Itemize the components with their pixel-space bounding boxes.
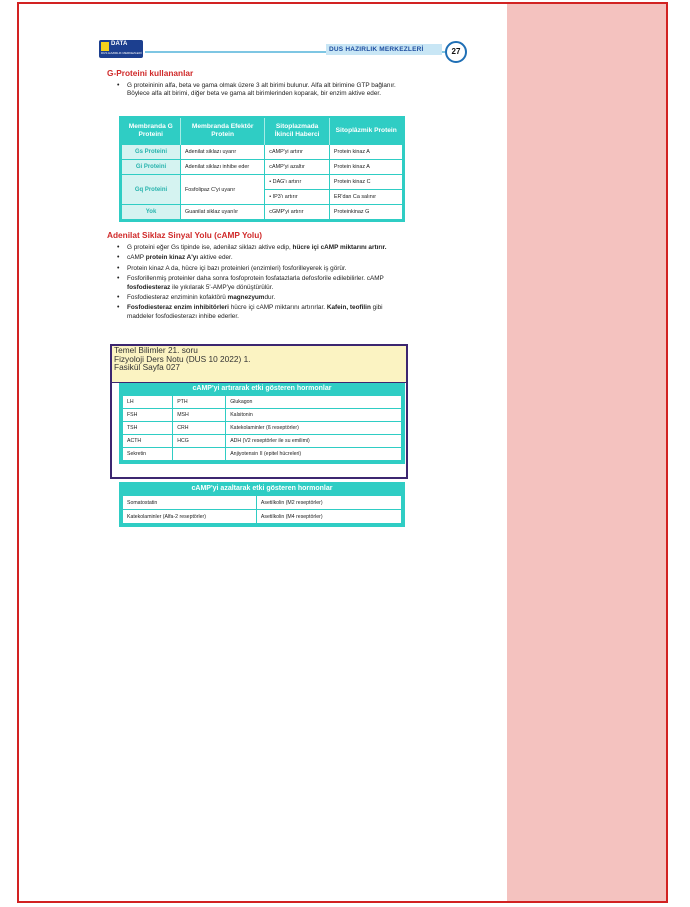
table-row <box>123 435 402 448</box>
table-cell: Kalsitonin <box>226 409 402 422</box>
table-cell: FSH <box>123 409 173 422</box>
table-cell: Sekretin <box>123 448 173 461</box>
page-number: 27 <box>445 41 467 63</box>
section-title-camp-pathway: Adenilat Siklaz Sinyal Yolu (cAMP Yolu) <box>107 230 263 240</box>
note-line: Temel Bilimler 21. soru <box>114 345 198 355</box>
bold-text: protein kinaz A'yı <box>145 254 199 262</box>
text: aktive eder. <box>198 254 233 262</box>
table-row <box>122 175 403 190</box>
camp-decrease-table <box>119 482 405 527</box>
bold-text: fosfodiesteraz <box>127 283 171 291</box>
table-title: cAMP'yi azaltarak etki gösteren hormonlar <box>191 485 333 492</box>
table-cell: MSH <box>173 409 226 422</box>
text: Protein kinaz A da, hücre içi bazı proteinleri (enzimleri) fosforilleyerek iş görür. <box>127 264 347 272</box>
effector-cell: Fosfolipaz C'yi uyarır <box>181 175 265 205</box>
table-row <box>123 396 402 409</box>
table-row <box>123 448 402 461</box>
table-cell: Glukagon <box>226 396 402 409</box>
logo-text: DATA <box>111 41 128 47</box>
table-cell: Katekolaminler (Alfa-2 reseptörler) <box>123 510 257 524</box>
g-protein-cell: Gs Proteini <box>122 145 181 160</box>
protein-cell: ER'dan Ca salınır <box>329 190 402 205</box>
list-item <box>115 244 405 252</box>
column-header: Membranda G Proteini <box>122 118 181 145</box>
messenger-cell: • DAG'ı artırır <box>265 175 330 190</box>
text: dur. <box>264 294 276 302</box>
table-cell: TSH <box>123 422 173 435</box>
note-line: Fizyoloji Ders Notu (DUS 10 2022) 1. <box>114 353 251 364</box>
column-header: Sitoplazmada İkincil Haberci <box>265 118 330 145</box>
table-cell: ACTH <box>123 435 173 448</box>
table-cell: ADH (V2 reseptörler ile su emilimi) <box>226 435 402 448</box>
g-protein-table <box>119 116 405 222</box>
camp-increase-table <box>119 383 405 464</box>
header-title: DUS HAZIRLIK MERKEZLERİ <box>329 46 424 53</box>
text: Fosforillenmiş proteinler daha sonra fosfoprotein fosfatazlarla defosforile edilebilirler. cAMP <box>127 275 384 283</box>
column-header: Membranda Efektör Protein <box>181 118 265 145</box>
bold-text: hücre içi cAMP miktarını artırır. <box>292 244 387 251</box>
table-cell: Asetilkolin (M4 reseptörler) <box>256 510 401 524</box>
table-cell: CRH <box>173 422 226 435</box>
text: G proteini eğer Gs tipinde ise, adenilaz siklazı aktive edip, <box>127 244 293 251</box>
table-row <box>122 205 403 220</box>
list-item: • G proteininin alfa, beta ve gama olmak üzere 3 alt birimi bulunur. Alfa alt birimine GTP bağlanır. Böylece alfa alt birimi, diğer beta ve gama alt birimlerinden koparak, bir enzim aktive eder. <box>115 82 405 99</box>
table-cell: Anjiyotensin II (epitel hücreleri) <box>226 448 402 461</box>
bold-text: Kafein, teofilin <box>326 304 371 312</box>
table-cell: Asetilkolin (M2 reseptörler) <box>256 496 401 510</box>
table-row <box>122 145 403 160</box>
text: ile yıkılarak 5'-AMP'ye dönüştürülür. <box>170 283 274 291</box>
table-row <box>122 160 403 175</box>
list-item <box>115 294 405 302</box>
effector-cell: Guanilat siklaz uyarılır <box>181 205 265 220</box>
table-cell: Somatostatin <box>123 496 257 510</box>
messenger-cell: • IP3'ı artırır <box>265 190 330 205</box>
list-item <box>115 304 405 321</box>
effector-cell: Adenilat siklazı inhibe eder <box>181 160 265 175</box>
text: cAMP <box>127 254 146 262</box>
text: Fosfodiesteraz enziminin kofaktörü <box>127 294 228 302</box>
table-cell: Katekolaminler (ß reseptörler) <box>226 422 402 435</box>
messenger-cell: cGMP'yi artırır <box>265 205 330 220</box>
text: hücre içi cAMP miktarını artırırlar. <box>228 304 327 312</box>
logo <box>99 40 143 58</box>
table-row <box>123 422 402 435</box>
section2-list <box>115 244 405 323</box>
messenger-cell: cAMP'yi artırır <box>265 145 330 160</box>
text: gibi maddeler fosfodiesterazı inhibe ederler. <box>127 304 383 320</box>
protein-cell: Proteinkinaz G <box>329 205 402 220</box>
protein-cell: Protein kinaz A <box>329 145 402 160</box>
section1-list <box>115 82 405 101</box>
table-header-row <box>122 118 403 145</box>
table-row <box>123 409 402 422</box>
table-title: cAMP'yi artırarak etki gösteren hormonlar <box>192 385 332 392</box>
table-cell <box>173 448 226 461</box>
list-item <box>115 254 405 262</box>
g-protein-cell: Yok <box>122 205 181 220</box>
list-item <box>115 265 405 273</box>
logo-mark <box>101 42 109 51</box>
right-margin-panel <box>507 4 668 901</box>
table-cell: PTH <box>173 396 226 409</box>
messenger-cell: cAMP'yi azaltır <box>265 160 330 175</box>
logo-subtext: DUS HAZIRLIK MERKEZLERİ <box>101 51 142 55</box>
g-protein-cell: Gi Proteini <box>122 160 181 175</box>
column-header: Sitoplâzmik Protein <box>335 127 397 134</box>
table-row <box>123 496 402 510</box>
bold-text: Fosfodiesteraz enzim inhibitörleri <box>127 304 229 312</box>
note-line: Fasikül Sayfa 027 <box>114 362 180 373</box>
section-title-g-protein: G-Proteini kullananlar <box>107 68 194 78</box>
page-frame <box>17 2 668 903</box>
protein-cell: Protein kinaz C <box>329 175 402 190</box>
protein-cell: Protein kinaz A <box>329 160 402 175</box>
annotation-note <box>112 346 406 383</box>
table-cell: HCG <box>173 435 226 448</box>
table-row <box>123 510 402 524</box>
effector-cell: Adenilat siklazı uyarır <box>181 145 265 160</box>
list-item <box>115 275 405 292</box>
bold-text: magnezyum <box>227 294 265 302</box>
g-protein-cell: Gq Proteini <box>122 175 181 205</box>
table-cell: LH <box>123 396 173 409</box>
